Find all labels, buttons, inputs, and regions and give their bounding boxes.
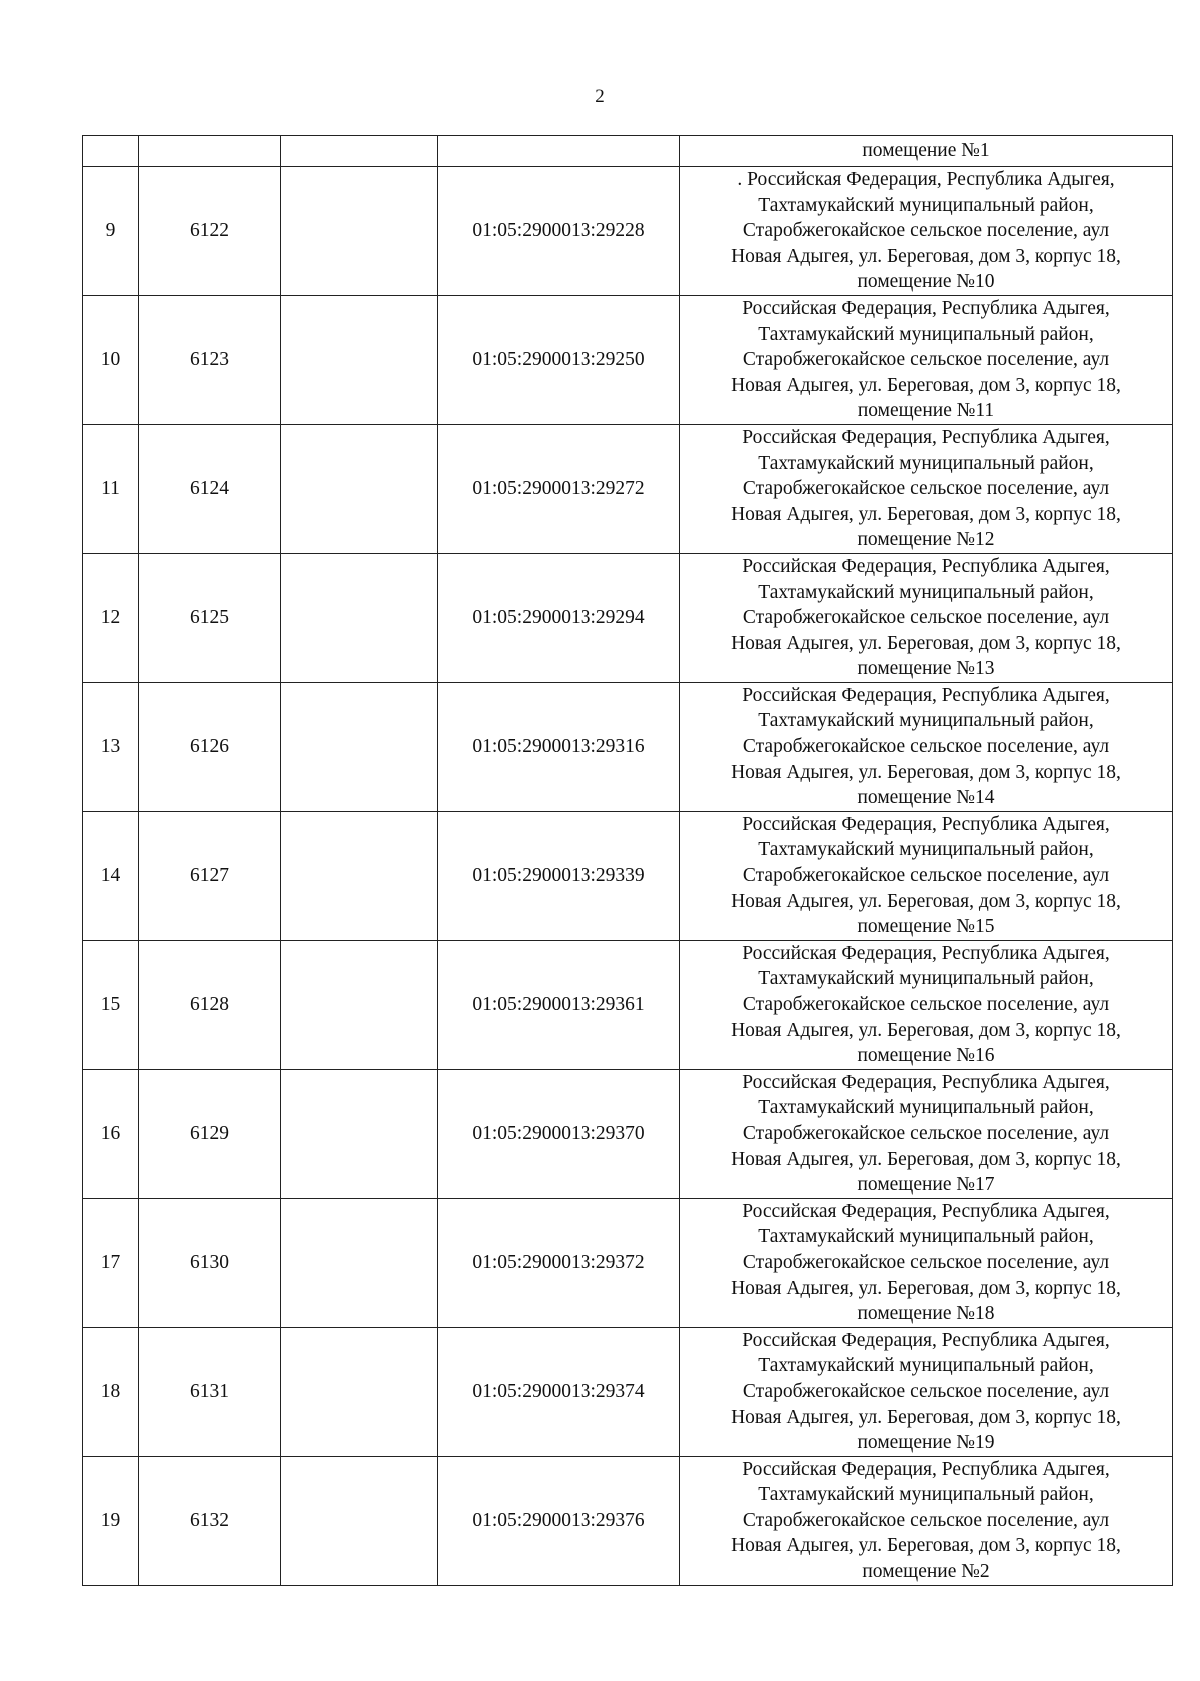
address-line: Российская Федерация, Республика Адыгея, — [742, 1329, 1110, 1351]
registry-number-cell: 6127 — [139, 811, 281, 940]
empty-cell — [281, 1198, 438, 1327]
empty-cell — [281, 553, 438, 682]
address-line: помещение №19 — [857, 1432, 995, 1454]
table-row — [83, 295, 1173, 424]
continuation-row — [83, 136, 1173, 167]
row-number-cell — [83, 136, 139, 167]
row-number-cell: 14 — [83, 811, 139, 940]
cadastral-number-cell: 01:05:2900013:29339 — [438, 811, 680, 940]
address-cell — [680, 1327, 1173, 1456]
address-line: помещение №15 — [857, 916, 995, 938]
address-line: Новая Адыгея, ул. Береговая, дом 3, корпус 18, — [731, 1148, 1121, 1170]
address-cell: помещение №1 — [680, 136, 1173, 167]
cadastral-number-cell: 01:05:2900013:29250 — [438, 295, 680, 424]
address-cell — [680, 682, 1173, 811]
address-line: Новая Адыгея, ул. Береговая, дом 3, корпус 18, — [731, 503, 1121, 525]
row-number-cell: 19 — [83, 1456, 139, 1585]
registry-number-cell: 6122 — [139, 167, 281, 296]
address-line: Российская Федерация, Республика Адыгея, — [742, 1071, 1110, 1093]
address-line: Тахтамукайский муниципальный район, — [758, 1484, 1094, 1506]
cadastral-number-cell: 01:05:2900013:29316 — [438, 682, 680, 811]
address-line: Тахтамукайский муниципальный район, — [758, 581, 1094, 603]
empty-cell — [281, 167, 438, 296]
address-line: Тахтамукайский муниципальный район, — [758, 710, 1094, 732]
cadastral-number-cell — [438, 136, 680, 167]
registry-number-cell: 6130 — [139, 1198, 281, 1327]
address-line: Новая Адыгея, ул. Береговая, дом 3, корпус 18, — [731, 374, 1121, 396]
address-line: Российская Федерация, Республика Адыгея, — [742, 813, 1110, 835]
registry-number-cell: 6124 — [139, 424, 281, 553]
empty-cell — [281, 1456, 438, 1585]
address-line: Новая Адыгея, ул. Береговая, дом 3, корпус 18, — [731, 1535, 1121, 1557]
row-number-cell: 9 — [83, 167, 139, 296]
address-cell — [680, 1198, 1173, 1327]
empty-cell — [281, 1069, 438, 1198]
address-line: Старобжегокайское сельское поселение, аул — [742, 220, 1110, 242]
address-line: Российская Федерация, Республика Адыгея, — [742, 1200, 1110, 1222]
address-line: помещение №11 — [857, 400, 995, 422]
registry-table-body — [83, 136, 1173, 1586]
address-line: Старобжегокайское сельское поселение, аул — [742, 349, 1110, 371]
address-cell — [680, 1456, 1173, 1585]
address-line: помещение №2 — [862, 1561, 990, 1583]
table-row — [83, 167, 1173, 296]
cadastral-number-cell: 01:05:2900013:29361 — [438, 940, 680, 1069]
row-number-cell: 10 — [83, 295, 139, 424]
row-number-cell: 12 — [83, 553, 139, 682]
address-cell — [680, 424, 1173, 553]
address-line: Российская Федерация, Республика Адыгея, — [742, 426, 1110, 448]
address-line: Старобжегокайское сельское поселение, аул — [742, 865, 1110, 887]
address-line: помещение №17 — [857, 1174, 995, 1196]
address-line: помещение №10 — [857, 271, 995, 293]
table-row — [83, 1198, 1173, 1327]
cadastral-number-cell: 01:05:2900013:29374 — [438, 1327, 680, 1456]
address-line: Новая Адыгея, ул. Береговая, дом 3, корпус 18, — [731, 1277, 1121, 1299]
cadastral-number-cell: 01:05:2900013:29272 — [438, 424, 680, 553]
address-line: Российская Федерация, Республика Адыгея, — [742, 555, 1110, 577]
address-cell — [680, 811, 1173, 940]
row-number-cell: 16 — [83, 1069, 139, 1198]
address-line: помещение №14 — [857, 787, 995, 809]
address-line: Российская Федерация, Республика Адыгея, — [742, 684, 1110, 706]
address-cell — [680, 553, 1173, 682]
table-row — [83, 940, 1173, 1069]
address-line: Новая Адыгея, ул. Береговая, дом 3, корпус 18, — [731, 761, 1121, 783]
address-line: Тахтамукайский муниципальный район, — [758, 323, 1094, 345]
address-line: помещение №16 — [857, 1045, 995, 1067]
address-line: Новая Адыгея, ул. Береговая, дом 3, корпус 18, — [731, 1019, 1121, 1041]
registry-number-cell: 6125 — [139, 553, 281, 682]
address-line: Российская Федерация, Республика Адыгея, — [742, 1458, 1110, 1480]
empty-cell — [281, 1327, 438, 1456]
cadastral-number-cell: 01:05:2900013:29372 — [438, 1198, 680, 1327]
address-line: Старобжегокайское сельское поселение, аул — [742, 1251, 1110, 1273]
address-line: помещение №18 — [857, 1303, 995, 1325]
address-line: Старобжегокайское сельское поселение, аул — [742, 607, 1110, 629]
address-line: Старобжегокайское сельское поселение, аул — [742, 1380, 1110, 1402]
page-number: 2 — [595, 86, 605, 107]
cadastral-number-cell: 01:05:2900013:29376 — [438, 1456, 680, 1585]
row-number-cell: 15 — [83, 940, 139, 1069]
address-line: . Российская Федерация, Республика Адыгея, — [737, 169, 1115, 190]
address-line: Старобжегокайское сельское поселение, аул — [742, 994, 1110, 1015]
address-cell — [680, 295, 1173, 424]
address-line: Старобжегокайское сельское поселение, аул — [742, 478, 1110, 500]
address-line: помещение №13 — [857, 658, 995, 680]
cadastral-number-cell: 01:05:2900013:29294 — [438, 553, 680, 682]
table-row — [83, 1456, 1173, 1585]
address-line: Тахтамукайский муниципальный район, — [758, 968, 1094, 990]
address-line: Российская Федерация, Республика Адыгея, — [742, 942, 1110, 964]
address-line: Новая Адыгея, ул. Береговая, дом 3, корпус 18, — [731, 632, 1121, 654]
empty-cell — [281, 136, 438, 167]
address-cell — [680, 167, 1173, 296]
registry-number-cell: 6129 — [139, 1069, 281, 1198]
property-registry-table — [82, 135, 1173, 1586]
empty-cell — [281, 682, 438, 811]
registry-number-cell: 6126 — [139, 682, 281, 811]
empty-cell — [281, 811, 438, 940]
cadastral-number-cell: 01:05:2900013:29228 — [438, 167, 680, 296]
address-line: помещение №12 — [857, 529, 995, 551]
registry-number-cell: 6128 — [139, 940, 281, 1069]
table-row — [83, 811, 1173, 940]
row-number-cell: 18 — [83, 1327, 139, 1456]
address-cell — [680, 940, 1173, 1069]
address-line: Российская Федерация, Республика Адыгея, — [742, 297, 1110, 319]
registry-number-cell: 6131 — [139, 1327, 281, 1456]
address-line: Тахтамукайский муниципальный район, — [758, 1226, 1094, 1248]
empty-cell — [281, 940, 438, 1069]
address-line: Тахтамукайский муниципальный район, — [758, 839, 1094, 861]
registry-number-cell: 6123 — [139, 295, 281, 424]
address-line: Тахтамукайский муниципальный район, — [758, 1355, 1094, 1377]
registry-number-cell — [139, 136, 281, 167]
row-number-cell: 17 — [83, 1198, 139, 1327]
address-line: Старобжегокайское сельское поселение, аул — [742, 1509, 1110, 1531]
address-line: Новая Адыгея, ул. Береговая, дом 3, корпус 18, — [731, 245, 1121, 267]
address-line: Тахтамукайский муниципальный район, — [758, 452, 1094, 474]
address-cell — [680, 1069, 1173, 1198]
row-number-cell: 11 — [83, 424, 139, 553]
address-line: Новая Адыгея, ул. Береговая, дом 3, корпус 18, — [731, 1406, 1121, 1428]
table-row — [83, 682, 1173, 811]
cadastral-number-cell: 01:05:2900013:29370 — [438, 1069, 680, 1198]
address-line: Старобжегокайское сельское поселение, аул — [742, 736, 1110, 758]
table-row — [83, 1327, 1173, 1456]
empty-cell — [281, 295, 438, 424]
table-row — [83, 553, 1173, 682]
address-line: Тахтамукайский муниципальный район, — [758, 1097, 1094, 1119]
empty-cell — [281, 424, 438, 553]
address-line: Новая Адыгея, ул. Береговая, дом 3, корпус 18, — [731, 890, 1121, 912]
table-row — [83, 424, 1173, 553]
registry-number-cell: 6132 — [139, 1456, 281, 1585]
table-row — [83, 1069, 1173, 1198]
row-number-cell: 13 — [83, 682, 139, 811]
address-line: Тахтамукайский муниципальный район, — [758, 194, 1094, 216]
address-line: Старобжегокайское сельское поселение, аул — [742, 1122, 1110, 1144]
